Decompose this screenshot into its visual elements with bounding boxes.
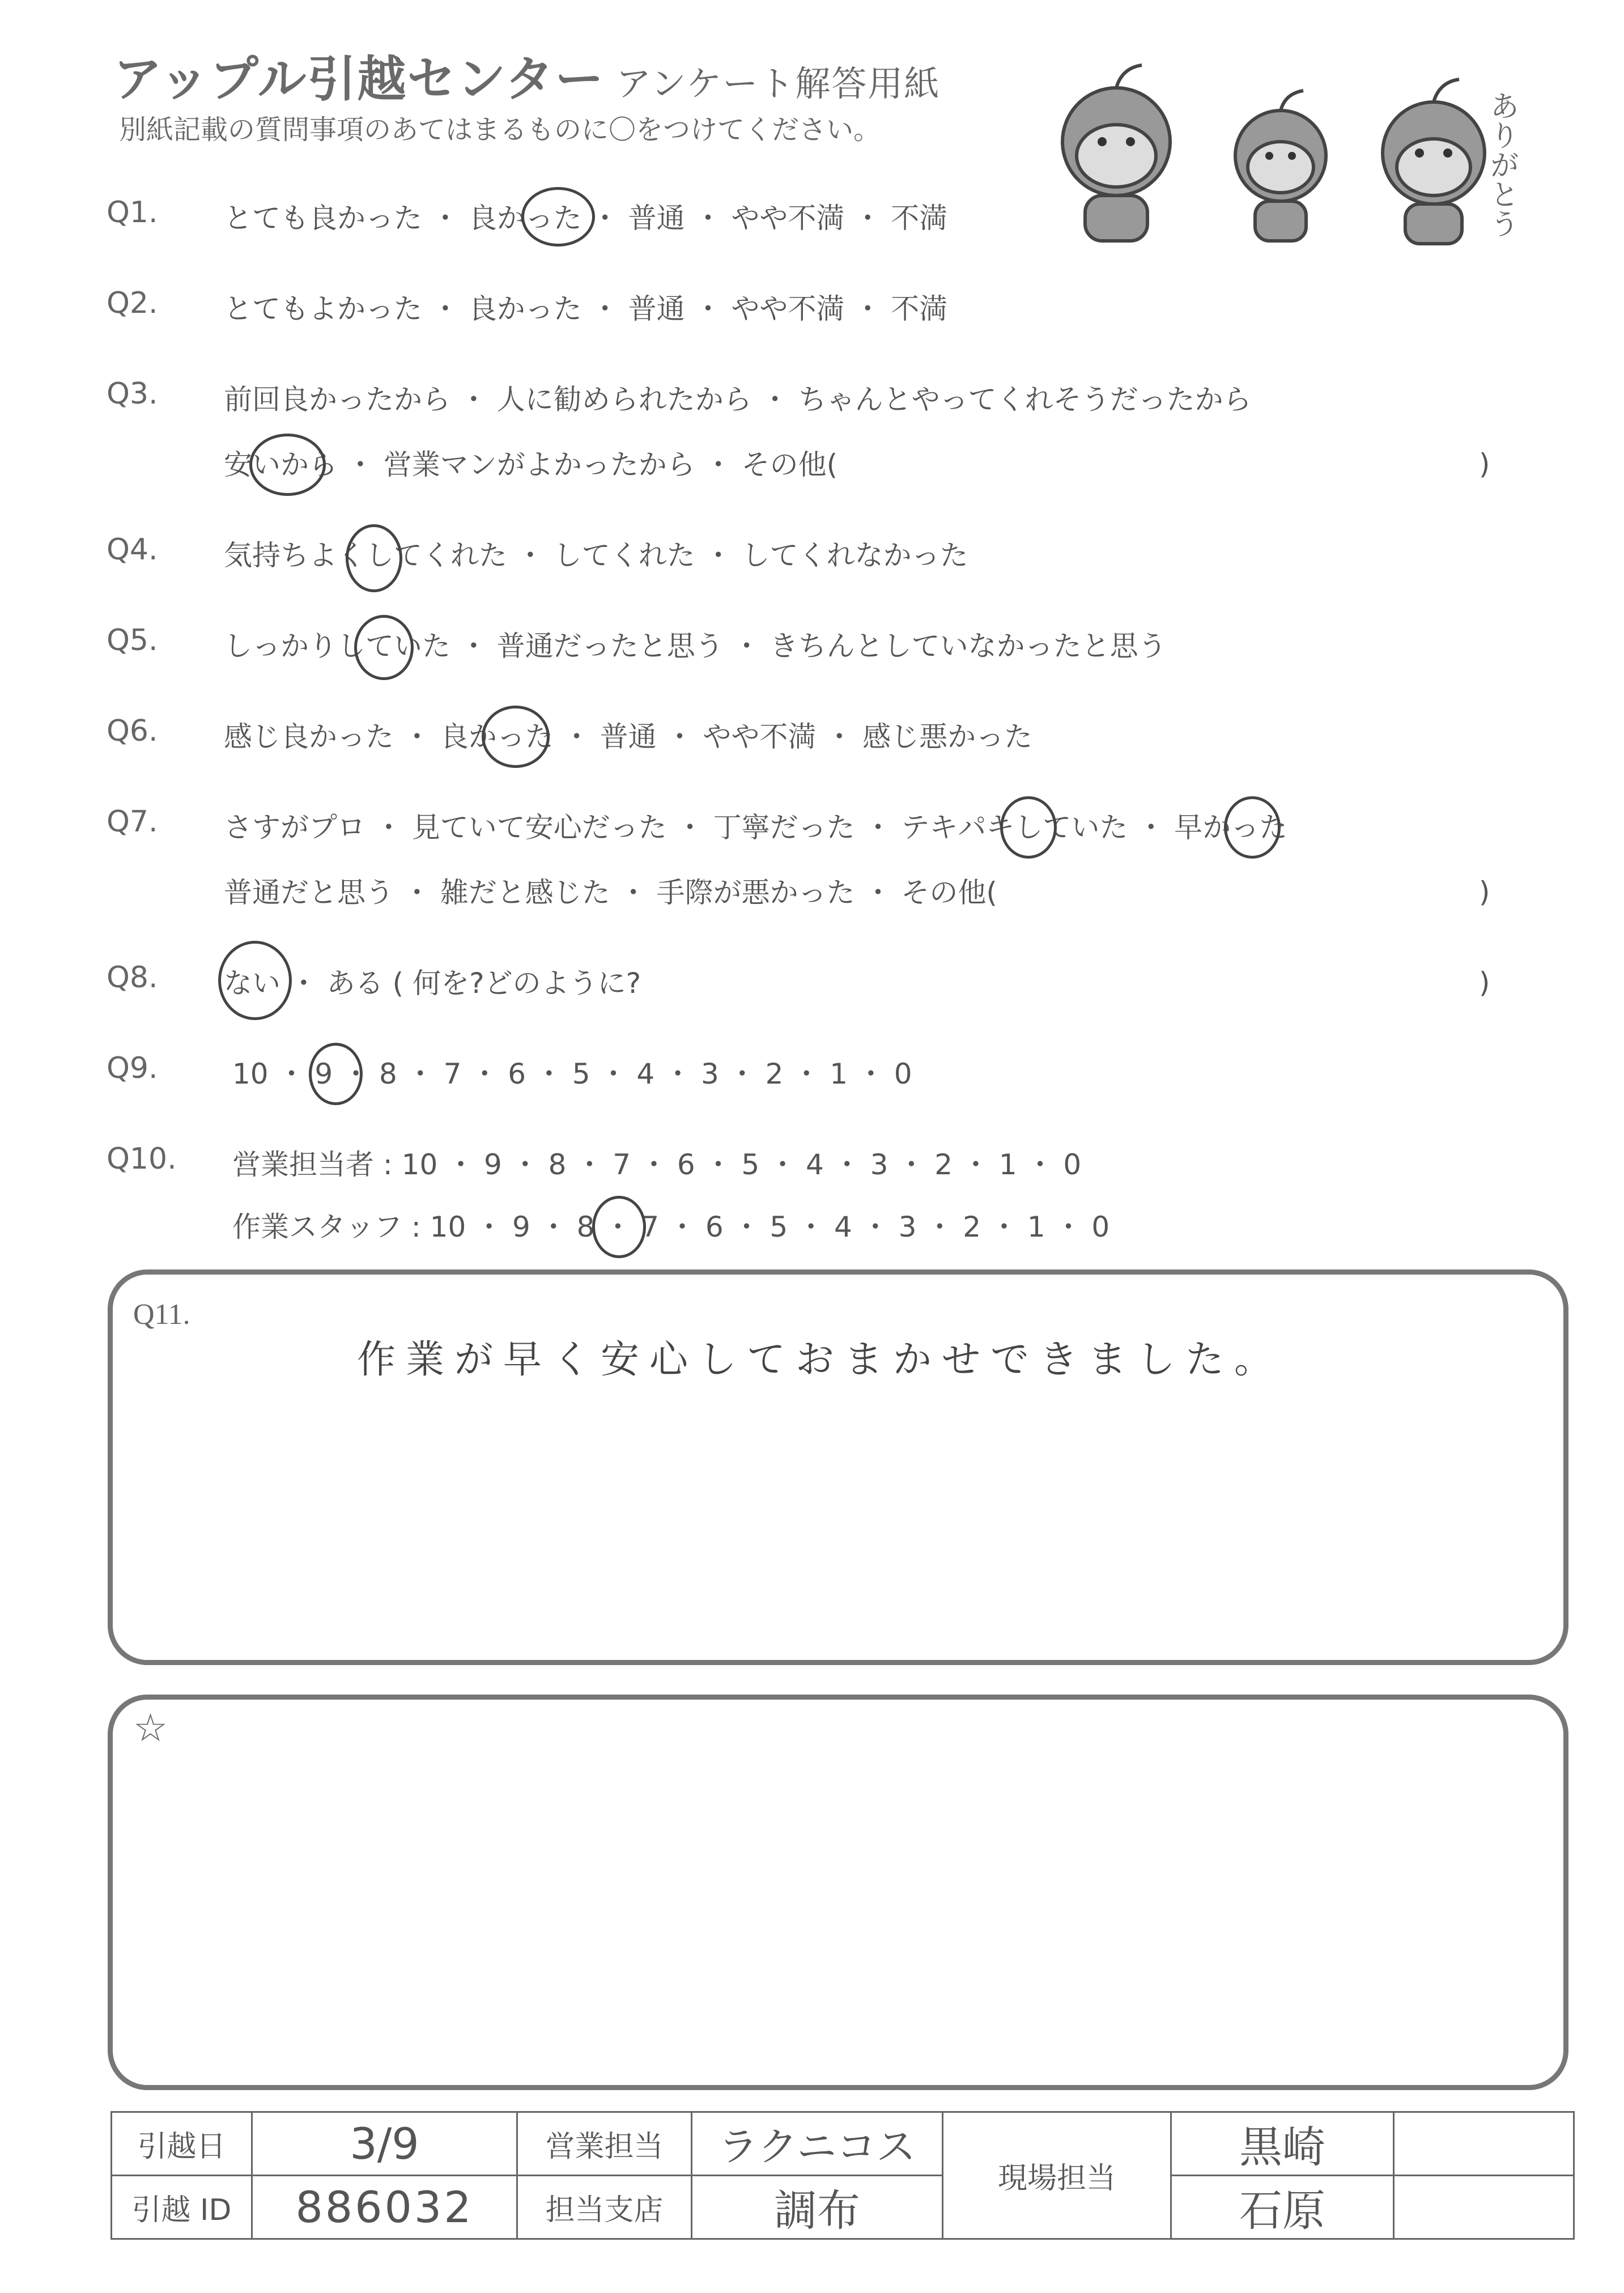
- form-title: [113, 40, 940, 110]
- mascot-text: ありがとう: [1485, 91, 1519, 238]
- q10-staff-scale: 作業スタッフ : 10 ・ 9 ・ 8 ・ 7 ・ 6 ・ 5 ・ 4 ・ 3 ・ 2 ・ 1 ・ 0: [232, 1211, 1110, 1243]
- answer-circle-q7a: [1000, 796, 1057, 859]
- q5-label: Q5.: [107, 623, 158, 657]
- answer-circle-q6: [482, 706, 550, 768]
- q2-options: とてもよかった ・ 良かった ・ 普通 ・ やや不満 ・ 不満: [224, 292, 948, 325]
- q7-label: Q7.: [107, 805, 158, 839]
- q8-close-paren: ): [1479, 966, 1490, 999]
- q7-options-line1: さすがプロ ・ 見ていて安心だった ・ 丁寧だった ・ テキパキしていた ・ 早かった: [224, 811, 1288, 844]
- site-staff-1: 黒崎: [1171, 2112, 1394, 2176]
- sales-value: ラクニコス: [692, 2112, 943, 2176]
- answer-circle-q4: [346, 524, 402, 592]
- instruction-text: 別紙記載の質問事項のあてはまるものに〇をつけてください。: [119, 114, 881, 146]
- comment-box-label: Q11.: [133, 1298, 190, 1331]
- move-id-label: 引越 ID: [112, 2176, 252, 2239]
- q4-label: Q4.: [107, 533, 158, 567]
- q3-close-paren: ): [1479, 448, 1490, 481]
- star-icon: ☆: [133, 1706, 168, 1750]
- branch-value: 調布: [692, 2176, 943, 2239]
- q5-options: しっかりしていた ・ 普通だったと思う ・ きちんとしていなかったと思う: [224, 630, 1167, 663]
- site-staff-label: 現場担当: [943, 2112, 1171, 2239]
- answer-circle-q9: [309, 1043, 363, 1105]
- q3-options-line1: 前回良かったから ・ 人に勧められたから ・ ちゃんとやってくれそうだったから: [224, 383, 1252, 416]
- move-id-value: 886032: [252, 2176, 517, 2239]
- q3-options-line2: 安いから ・ 営業マンがよかったから ・ その他(: [224, 448, 838, 481]
- answer-circle-q8: [218, 941, 292, 1020]
- q9-label: Q9.: [107, 1051, 158, 1085]
- q7-close-paren: ): [1479, 876, 1490, 908]
- q7-options-line2: 普通だと思う ・ 雑だと感じた ・ 手際が悪かった ・ その他(: [224, 876, 997, 909]
- comment-handwritten: 作業が早く安心しておまかせできました。: [357, 1337, 1283, 1382]
- free-comment-box: [108, 1695, 1568, 2090]
- q10-label: Q10.: [107, 1142, 177, 1176]
- answer-circle-q5: [354, 615, 414, 680]
- q9-scale: 10 ・ 9 ・ 8 ・ 7 ・ 6 ・ 5 ・ 4 ・ 3 ・ 2 ・ 1 ・ 0: [232, 1058, 912, 1090]
- q10-sales-scale: 営業担当者 : 10 ・ 9 ・ 8 ・ 7 ・ 6 ・ 5 ・ 4 ・ 3 ・ 2 ・ 1 ・ 0: [232, 1148, 1082, 1181]
- mascot-illustration: [1037, 57, 1547, 249]
- q8-options: ない ・ ある ( 何を?どのように?: [224, 967, 641, 1000]
- q1-label: Q1.: [107, 196, 158, 230]
- company-name: アップル引越センター: [113, 51, 605, 108]
- answer-circle-q1: [521, 187, 595, 247]
- site-staff-extra-1: [1394, 2112, 1574, 2176]
- q2-label: Q2.: [107, 286, 158, 320]
- q6-options: 感じ良かった ・ 良かった ・ 普通 ・ やや不満 ・ 感じ悪かった: [224, 720, 1033, 753]
- move-date-value: 3/9: [252, 2112, 517, 2176]
- move-date-label: 引越日: [112, 2112, 252, 2176]
- q4-options: 気持ちよくしてくれた ・ してくれた ・ してくれなかった: [224, 539, 968, 572]
- answer-circle-q3: [249, 434, 326, 496]
- sales-label: 営業担当: [517, 2112, 692, 2176]
- site-staff-2: 石原: [1171, 2176, 1394, 2239]
- q6-label: Q6.: [107, 714, 158, 748]
- monkey-mascot-icon: [1037, 57, 1547, 249]
- q1-options: とても良かった ・ 良かった ・ 普通 ・ やや不満 ・ 不満: [224, 202, 948, 235]
- answer-circle-q10-staff: [592, 1196, 646, 1258]
- form-subtitle: アンケート解答用紙: [616, 63, 941, 104]
- answer-circle-q7b: [1224, 796, 1281, 859]
- branch-label: 担当支店: [517, 2176, 692, 2239]
- q3-label: Q3.: [107, 377, 158, 411]
- q8-label: Q8.: [107, 961, 158, 995]
- move-info-table: [110, 2111, 1575, 2240]
- site-staff-extra-2: [1394, 2176, 1574, 2239]
